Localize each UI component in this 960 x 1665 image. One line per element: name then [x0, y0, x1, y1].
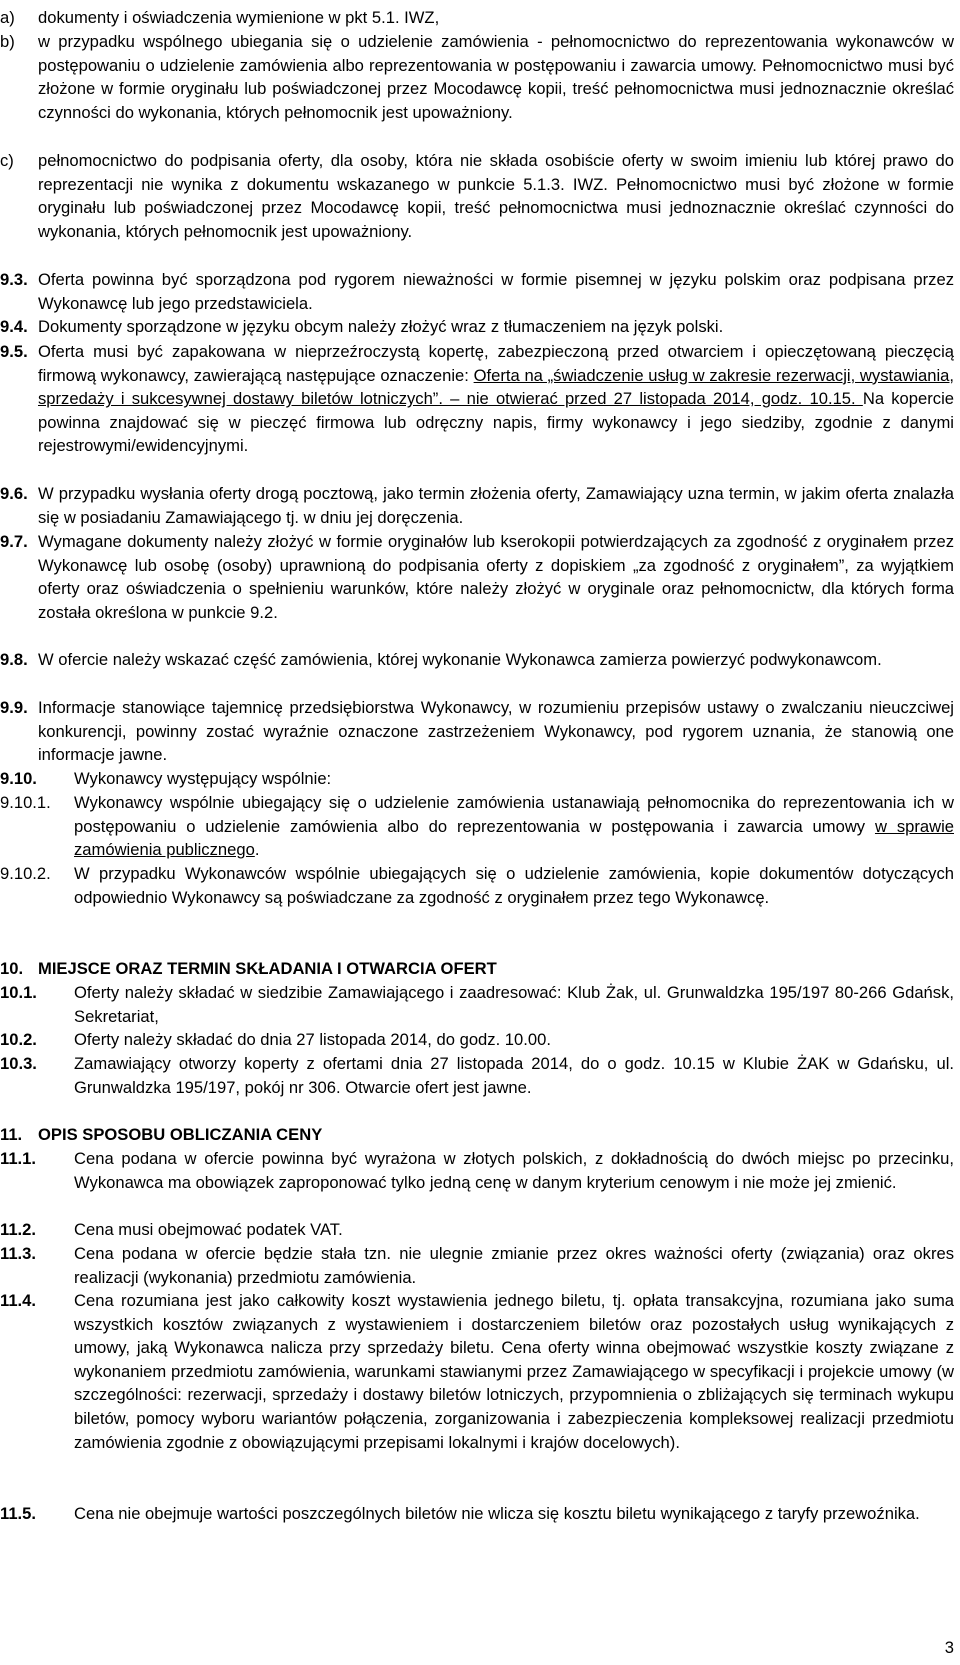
- paragraph-text: W przypadku Wykonawców wspólnie ubiegających się o udzielenie zamówienia, kopie dokumentów dotyczących odpowiednio Wykonawcy są poświadczane za zgodność z oryginałem przez tego Wykonawcę.: [74, 864, 954, 907]
- paragraph-9-7: [0, 530, 954, 648]
- paragraph-label: 10.1.: [0, 983, 37, 1002]
- paragraph-text: Wymagane dokumenty należy złożyć w formie oryginałów lub kserokopii potwierdzających za zgodność z oryginałem przez Wykonawcę lub osobę (osoby) uprawnioną do podpisania oferty z dopiskiem „za zgodność z oryginałem”, za wyjątkiem oferty oraz oświadczenia o spełnieniu warunków, które należy złożyć w oryginale oraz pełnomocnictw, dla których forma została określona w punkcie 9.2.: [38, 532, 954, 622]
- paragraph-text: Na kopercie powinna znajdować się w pieczęć firmowa lub odręczny napis, firmy wykonawcy i jego siedziby, zgodnie z danymi rejestrowymi/ewidencyjnymi.: [38, 389, 954, 456]
- page-number: 3: [944, 1638, 954, 1657]
- paragraph-text: Cena musi obejmować podatek VAT.: [74, 1220, 343, 1239]
- paragraph-text: Cena podana w ofercie będzie stała tzn. nie ulegnie zmianie przez okres ważności oferty (związania) oraz okres realizacji (wykonania) przedmiotu zamówienia.: [74, 1244, 954, 1287]
- paragraph-text: Oferty należy składać w siedzibie Zamawiającego i zaadresować: Klub Żak, ul. Grunwaldzka 195/197 80-266 Gdańsk, Sekretariat,: [74, 983, 954, 1026]
- paragraph-label: 11.2.: [0, 1220, 36, 1239]
- paragraph-9-6: [0, 482, 954, 529]
- paragraph-text: Cena rozumiana jest jako całkowity koszt wystawienia jednego biletu, tj. opłata transakcyjna, rozumiana jako suma wszystkich kosztów związanych z wystawieniem i dostarczeniem biletów oraz pozostałych usług wynikających z umowy, jaką Wykonawca nalicza przy sprzedaży biletu. Cena oferty winna obejmować wszystkie koszty związane z wykonaniem przedmiotu zamówienia, warunkami stawianymi przez Zamawiającego w specyfikacji i projekcie umowy (w szczególności: rezerwacji, sprzedaży i dostawy biletów lotniczych, przypomnienia o zbliżających się terminach wykupu biletów, pomocy wyboru wariantów połączenia, zorganizowania i zabezpieczenia kompleksowej realizacji przedmiotu zamówienia zgodnie z obowiązującymi przepisami lokalnymi i krajów docelowych).: [74, 1291, 954, 1452]
- paragraph-text: W ofercie należy wskazać część zamówienia, której wykonanie Wykonawca zamierza powierzyć podwykonawcom.: [38, 650, 882, 669]
- section-number: 11.: [0, 1125, 23, 1144]
- section-number: 10.: [0, 959, 24, 978]
- paragraph-label: 11.5.: [0, 1504, 36, 1523]
- paragraph-11-1: [0, 1147, 954, 1218]
- paragraph-text: pełnomocnictwo do podpisania oferty, dla osoby, która nie składa osobiście oferty w swoim imieniu lub której prawo do reprezentacji nie wynika z dokumentu wskazanego w punkcie 5.1.3. IWZ. Pełnomocnictwo musi być złożone w formie oryginału lub poświadczonej przez Mocodawcę kopii, treść pełnomocnictwa musi jednoznacznie określać czynności do wykonania, których pełnomocnik jest upoważniony.: [38, 151, 954, 241]
- paragraph-9-9: [0, 696, 954, 767]
- paragraph-9-10-1: [0, 791, 954, 862]
- paragraph-11-4: [0, 1289, 954, 1502]
- paragraph-label: 9.10.2.: [0, 864, 51, 883]
- paragraph-text: W przypadku wysłania oferty drogą pocztową, jako termin złożenia oferty, Zamawiający uzna termin, w jakim oferta znalazła się w posiadaniu Zamawiającego tj. w dniu jej doręczenia.: [38, 484, 954, 527]
- paragraph-label: 11.1.: [0, 1149, 36, 1168]
- paragraph-9-10-2: [0, 862, 954, 933]
- paragraph-text: Oferta musi być zapakowana w nieprzeźroczystą kopertę, zabezpieczoną przed otwarciem i opieczętowaną pieczęcią firmową wykonawcy, zawierającą następujące oznaczenie:: [38, 342, 954, 385]
- paragraph-label: b): [0, 32, 15, 51]
- envelope-marking: Oferta na „świadczenie usług w zakresie rezerwacji, wystawiania, sprzedaży i sukcesywnej dostawy biletów lotniczych”. – nie otwierać przed 27 listopada 2014, godz. 10.15.: [38, 365, 954, 409]
- paragraph-label: 11.3.: [0, 1244, 36, 1263]
- paragraph-text: Dokumenty sporządzone w języku obcym należy złożyć wraz z tłumaczeniem na język polski.: [38, 317, 724, 336]
- paragraph-10-1: [0, 981, 954, 1028]
- paragraph-label: a): [0, 8, 15, 27]
- section-heading-11: [0, 1123, 954, 1147]
- paragraph-label: 9.5.: [0, 342, 28, 361]
- paragraph-label: 10.2.: [0, 1030, 37, 1049]
- paragraph-9-10: [0, 767, 954, 791]
- paragraph-label: 10.3.: [0, 1054, 37, 1073]
- paragraph-text: Wykonawcy wspólnie ubiegający się o udzielenie zamówienia ustanawiają pełnomocnika do reprezentowania ich w postępowaniu o udzielenie zamówienia albo do reprezentowania w postępowania i zawarcia umowy: [74, 793, 954, 836]
- paragraph-label: 11.4.: [0, 1291, 36, 1310]
- paragraph-text: Cena nie obejmuje wartości poszczególnych biletów nie wlicza się kosztu biletu wynikającego z taryfy przewoźnika.: [74, 1504, 920, 1523]
- section-heading-10: [0, 957, 954, 981]
- paragraph-11-3: [0, 1242, 954, 1289]
- paragraph-text-underlined: w sprawie zamówienia publicznego: [74, 816, 954, 860]
- section-title: MIEJSCE ORAZ TERMIN SKŁADANIA I OTWARCIA OFERT: [38, 959, 497, 978]
- paragraph-11-2: [0, 1218, 954, 1242]
- paragraph-text: Oferty należy składać do dnia 27 listopada 2014, do godz. 10.00.: [74, 1030, 551, 1049]
- paragraph-label: 9.10.1.: [0, 793, 51, 812]
- paragraph-label: 9.10.: [0, 769, 37, 788]
- paragraph-text: .: [254, 840, 260, 860]
- paragraph-9-4: [0, 315, 954, 339]
- paragraph-text: dokumenty i oświadczenia wymienione w pkt 5.1. IWZ,: [38, 8, 440, 27]
- paragraph-text: w przypadku wspólnego ubiegania się o udzielenie zamówienia - pełnomocnictwo do reprezentowania wykonawców w postępowaniu o udzielenie zamówienia albo reprezentowania w postępowaniu i zawarcia umowy. Pełnomocnictwo musi być złożone w formie oryginału lub poświadczonej przez Mocodawcę kopii, treść pełnomocnictwa musi jednoznacznie określać czynności do wykonania, których pełnomocnik jest upoważniony.: [38, 32, 954, 122]
- paragraph-text: Cena podana w ofercie powinna być wyrażona w złotych polskich, z dokładnością do dwóch miejsc po przecinku, Wykonawca ma obowiązek zaproponować tylko jedną cenę w danym kryterium cenowym i nie może jej zmienić.: [74, 1149, 954, 1192]
- paragraph-label: 9.9.: [0, 698, 28, 717]
- paragraph-9-3: [0, 268, 954, 315]
- section-title: OPIS SPOSOBU OBLICZANIA CENY: [38, 1125, 323, 1144]
- paragraph-10-3: [0, 1052, 954, 1099]
- paragraph-text: Zamawiający otworzy koperty z ofertami dnia 27 listopada 2014, do o godz. 10.15 w Klubie ŻAK w Gdańsku, ul. Grunwaldzka 195/197, pokój nr 306. Otwarcie ofert jest jawne.: [74, 1054, 954, 1097]
- paragraph-label: 9.7.: [0, 532, 28, 551]
- paragraph-text: Informacje stanowiące tajemnicę przedsiębiorstwa Wykonawcy, w rozumieniu przepisów ustawy o zwalczaniu nieuczciwej konkurencji, powinny zostać wyraźnie oznaczone zastrzeżeniem Wykonawcy, pod rygorem uznania, że stanowią one informacje jawne.: [38, 698, 954, 765]
- paragraph-label: c): [0, 151, 14, 170]
- paragraph-label: 9.4.: [0, 317, 28, 336]
- paragraph-label: 9.8.: [0, 650, 28, 669]
- paragraph-10-2: [0, 1028, 954, 1052]
- paragraph-label: 9.6.: [0, 484, 28, 503]
- paragraph-text: Wykonawcy występujący wspólnie:: [74, 769, 332, 788]
- paragraph-a: [0, 6, 954, 30]
- paragraph-11-5: [0, 1502, 954, 1549]
- paragraph-9-8: [0, 648, 954, 695]
- paragraph-c: [0, 149, 954, 267]
- paragraph-9-5: [0, 340, 954, 482]
- paragraph-text: Oferta powinna być sporządzona pod rygorem nieważności w formie pisemnej w języku polskim oraz podpisana przez Wykonawcę lub jego przedstawiciela.: [38, 270, 954, 313]
- paragraph-label: 9.3.: [0, 270, 28, 289]
